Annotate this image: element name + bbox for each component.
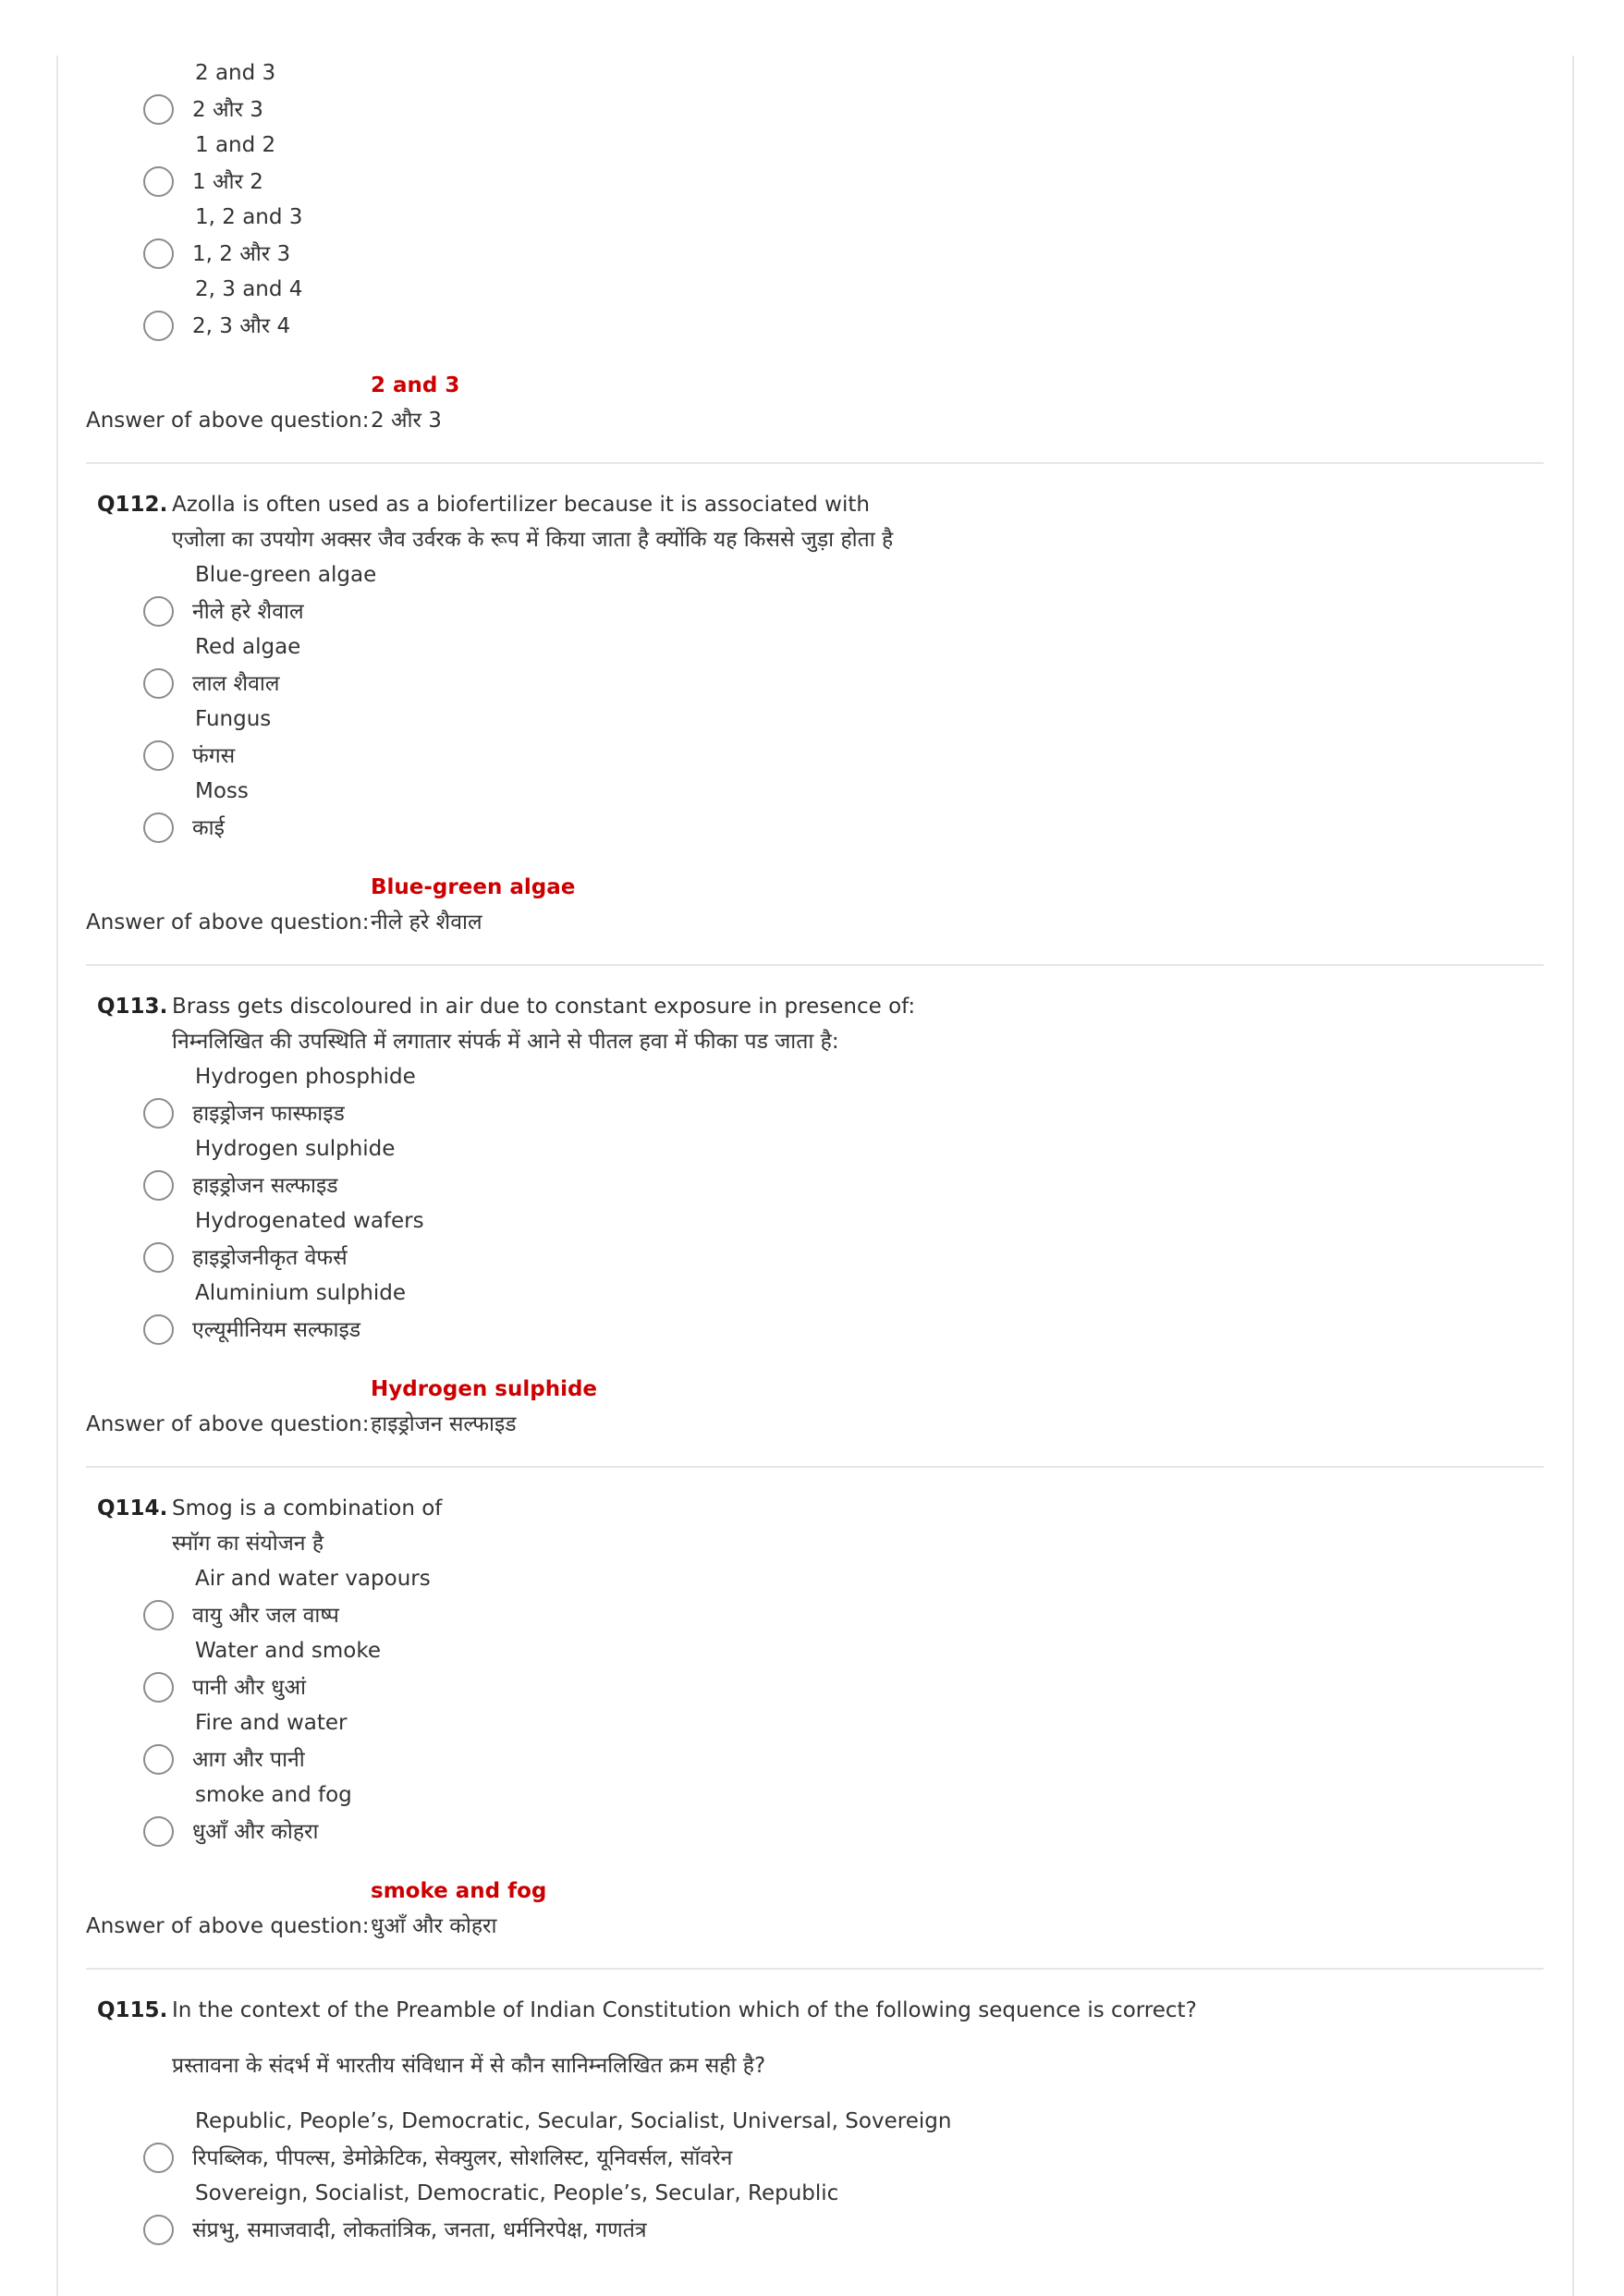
option-en: 1 and 2 xyxy=(195,133,276,157)
answer-en: Blue-green algae xyxy=(371,875,576,899)
option-hi: 1, 2 और 3 xyxy=(192,241,291,266)
radio-button[interactable] xyxy=(143,1600,174,1630)
option-hi: संप्रभु, समाजवादी, लोकतांत्रिक, जनता, धर्मनिरपेक्ष, गणतंत्र xyxy=(192,2217,647,2242)
answer-block xyxy=(0,1874,1624,1946)
option-en: Aluminium sulphide xyxy=(195,1281,407,1305)
option-hi: हाइड्रोजन फास्फाइड xyxy=(192,1101,345,1126)
option-group xyxy=(0,55,1624,344)
option-row[interactable] xyxy=(0,810,1624,846)
radio-button[interactable] xyxy=(143,166,174,197)
question-114 xyxy=(0,1468,1624,1946)
option-hi: लाल शैवाल xyxy=(192,671,280,696)
question-text-en: Smog is a combination of xyxy=(172,1496,443,1520)
option-group xyxy=(0,557,1624,846)
option-en: 1, 2 and 3 xyxy=(195,205,303,229)
radio-button[interactable] xyxy=(143,1672,174,1703)
answer-hi: 2 और 3 xyxy=(371,409,442,433)
question-112 xyxy=(0,464,1624,942)
option-row[interactable] xyxy=(0,1095,1624,1131)
option-en: smoke and fog xyxy=(195,1783,352,1807)
question-text-hi: प्रस्तावना के संदर्भ में भारतीय संविधान में से कौन सानिम्नलिखित क्रम सही है? xyxy=(172,2054,766,2078)
option-row[interactable] xyxy=(0,2212,1624,2248)
radio-button[interactable] xyxy=(143,1170,174,1201)
option-hi: काई xyxy=(192,815,225,840)
radio-button[interactable] xyxy=(143,2143,174,2173)
answer-block xyxy=(0,1372,1624,1444)
option-row[interactable] xyxy=(0,1741,1624,1777)
option-en: Hydrogenated wafers xyxy=(195,1209,424,1233)
question-number: Q114. xyxy=(97,1496,168,1520)
question-text-en: Brass gets discoloured in air due to constant exposure in presence of: xyxy=(172,995,916,1019)
radio-button[interactable] xyxy=(143,596,174,627)
question-header xyxy=(0,1491,1624,1526)
question-113 xyxy=(0,966,1624,1444)
option-hi: आग और पानी xyxy=(192,1747,305,1772)
radio-button[interactable] xyxy=(143,1744,174,1775)
radio-button[interactable] xyxy=(143,2215,174,2245)
option-group xyxy=(0,2104,1624,2248)
radio-button[interactable] xyxy=(143,812,174,843)
answer-en: 2 and 3 xyxy=(371,373,460,397)
option-en: Moss xyxy=(195,779,249,803)
question-115 xyxy=(0,1970,1624,2248)
option-en: Republic, People’s, Democratic, Secular, Socialist, Universal, Sovereign xyxy=(195,2109,952,2133)
question-number: Q112. xyxy=(97,493,168,517)
option-hi: फंगस xyxy=(192,743,236,768)
question-number: Q115. xyxy=(97,1998,168,2022)
option-row[interactable] xyxy=(0,2140,1624,2176)
question-number: Q113. xyxy=(97,995,168,1019)
option-hi: नीले हरे शैवाल xyxy=(192,599,304,624)
option-hi: एल्यूमीनियम सल्फाइड xyxy=(192,1317,361,1342)
radio-button[interactable] xyxy=(143,1098,174,1129)
question-header xyxy=(0,487,1624,522)
question-header xyxy=(0,1993,1624,2028)
answer-hi: हाइड्रोजन सल्फाइड xyxy=(371,1412,517,1436)
option-en: 2, 3 and 4 xyxy=(195,277,303,301)
answer-label: Answer of above question: xyxy=(86,409,370,433)
radio-button[interactable] xyxy=(143,238,174,269)
radio-button[interactable] xyxy=(143,668,174,699)
option-en: Hydrogen sulphide xyxy=(195,1137,396,1161)
option-row[interactable] xyxy=(0,1669,1624,1705)
option-en: 2 and 3 xyxy=(195,61,276,85)
option-hi: 1 और 2 xyxy=(192,169,263,194)
option-en: Fungus xyxy=(195,707,272,731)
option-row[interactable] xyxy=(0,1167,1624,1203)
answer-hi: नीले हरे शैवाल xyxy=(371,910,482,934)
option-row[interactable] xyxy=(0,738,1624,774)
answer-block xyxy=(0,368,1624,440)
option-row[interactable] xyxy=(0,1814,1624,1850)
option-en: Blue-green algae xyxy=(195,563,377,587)
radio-button[interactable] xyxy=(143,740,174,771)
option-group xyxy=(0,1059,1624,1348)
option-hi: 2 और 3 xyxy=(192,97,263,122)
question-text-hi: निम्नलिखित की उपस्थिति में लगातार संपर्क में आने से पीतल हवा में फीका पड जाता है: xyxy=(172,1030,839,1054)
answer-hi: धुआँ और कोहरा xyxy=(371,1914,497,1938)
option-row[interactable] xyxy=(0,1597,1624,1633)
question-text-en: In the context of the Preamble of Indian Constitution which of the following sequence is correct? xyxy=(172,1998,1197,2022)
option-en: Fire and water xyxy=(195,1711,348,1735)
answer-block xyxy=(0,870,1624,942)
option-row[interactable] xyxy=(0,666,1624,702)
answer-label: Answer of above question: xyxy=(86,910,370,934)
option-en: Red algae xyxy=(195,635,301,659)
question-header xyxy=(0,989,1624,1024)
question-text-hi: स्मॉग का संयोजन है xyxy=(172,1532,324,1556)
option-en: Air and water vapours xyxy=(195,1567,431,1591)
radio-button[interactable] xyxy=(143,1242,174,1273)
question-text-en: Azolla is often used as a biofertilizer because it is associated with xyxy=(172,493,870,517)
radio-button[interactable] xyxy=(143,94,174,125)
question-text-hi: एजोला का उपयोग अक्सर जैव उर्वरक के रूप में किया जाता है क्योंकि यह किससे जुड़ा होता है xyxy=(172,528,894,552)
answer-label: Answer of above question: xyxy=(86,1914,370,1938)
option-row[interactable] xyxy=(0,236,1624,272)
radio-button[interactable] xyxy=(143,311,174,341)
radio-button[interactable] xyxy=(143,1314,174,1345)
answer-en: smoke and fog xyxy=(371,1879,547,1903)
option-en: Water and smoke xyxy=(195,1639,381,1663)
option-hi: हाइड्रोजनीकृत वेफर्स xyxy=(192,1245,348,1270)
option-hi: हाइड्रोजन सल्फाइड xyxy=(192,1173,338,1198)
option-group xyxy=(0,1561,1624,1850)
option-row[interactable] xyxy=(0,593,1624,629)
option-en: Hydrogen phosphide xyxy=(195,1065,416,1089)
option-hi: रिपब्लिक, पीपल्स, डेमोक्रेटिक, सेक्युलर, सोशलिस्ट, यूनिवर्सल, सॉवरेन xyxy=(192,2145,733,2170)
question-prev xyxy=(0,0,1624,440)
option-hi: 2, 3 और 4 xyxy=(192,313,291,338)
answer-label: Answer of above question: xyxy=(86,1412,370,1436)
option-hi: पानी और धुआं xyxy=(192,1675,306,1700)
option-row[interactable] xyxy=(0,164,1624,200)
option-hi: धुआँ और कोहरा xyxy=(192,1819,319,1844)
option-row[interactable] xyxy=(0,92,1624,128)
option-row[interactable] xyxy=(0,1240,1624,1276)
answer-en: Hydrogen sulphide xyxy=(371,1377,598,1401)
option-row[interactable] xyxy=(0,1312,1624,1348)
option-en: Sovereign, Socialist, Democratic, People’s, Secular, Republic xyxy=(195,2181,839,2205)
option-hi: वायु और जल वाष्प xyxy=(192,1603,339,1628)
radio-button[interactable] xyxy=(143,1816,174,1847)
option-row[interactable] xyxy=(0,308,1624,344)
